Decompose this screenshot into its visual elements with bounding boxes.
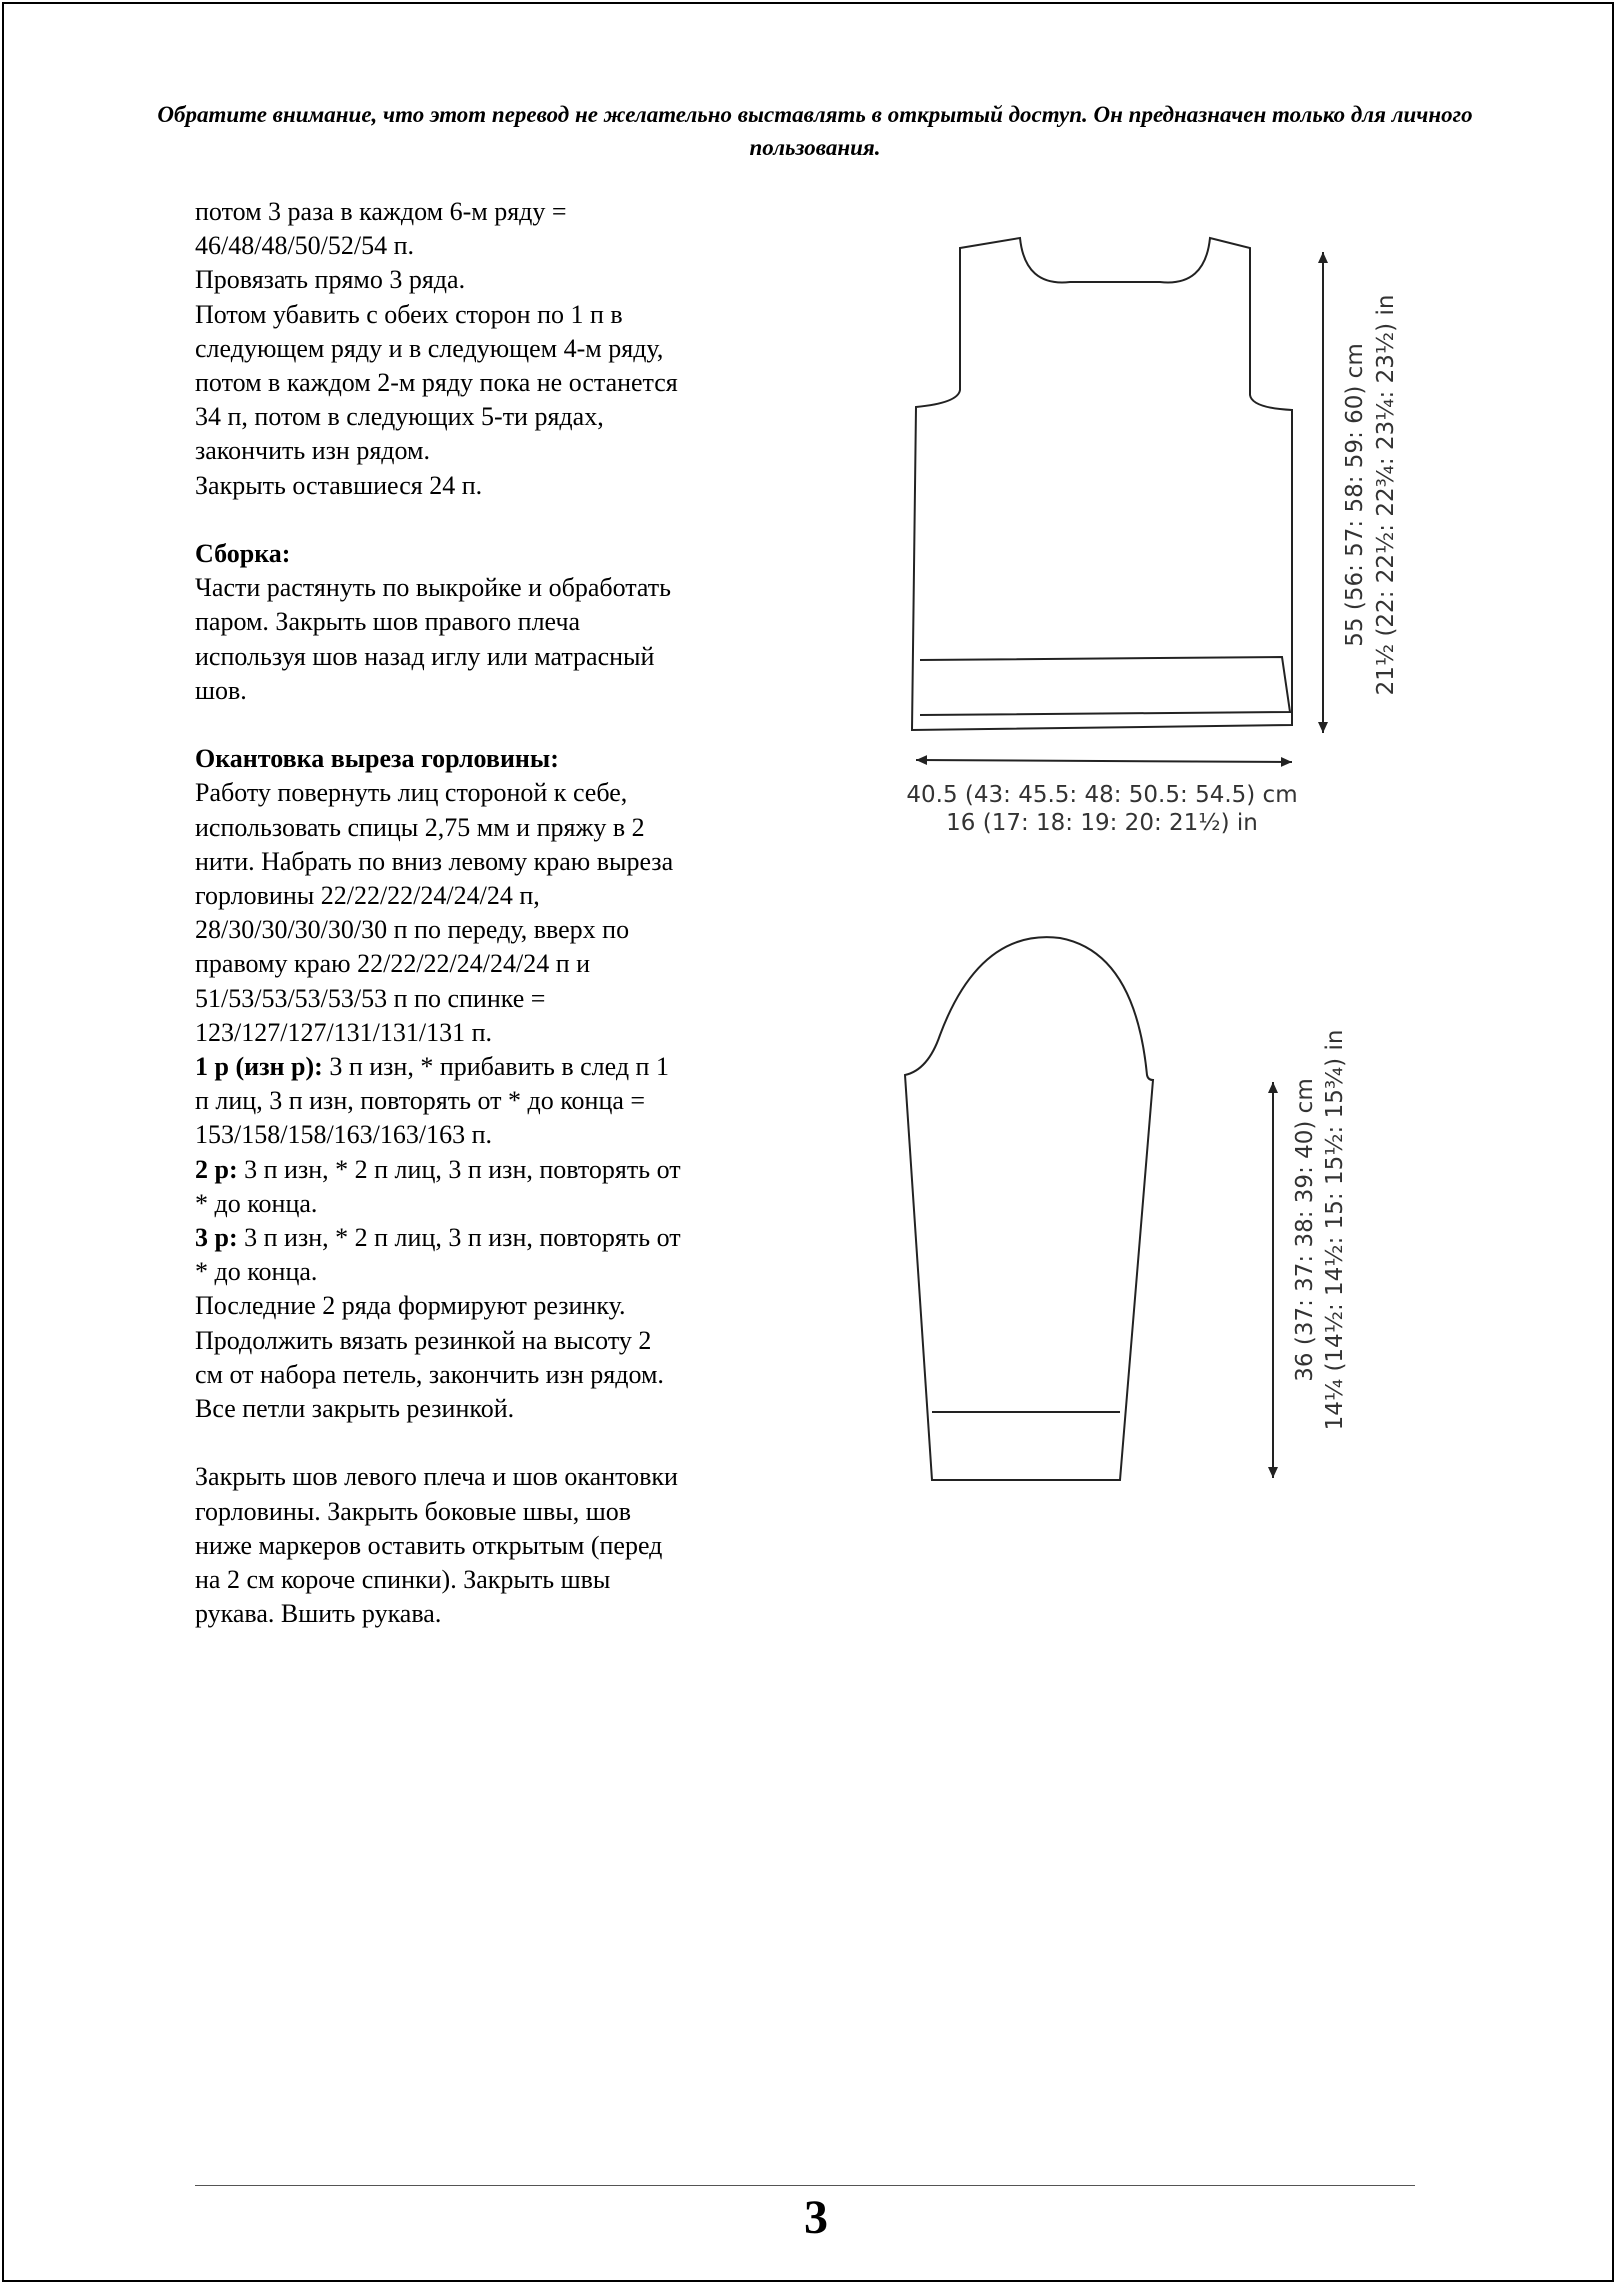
body-width-cm: 40.5 (43: 45.5: 48: 50.5: 54.5) cm (906, 782, 1298, 808)
body-length-in: 21½ (22: 22½: 22¾: 23¼: 23½) in (1373, 294, 1399, 696)
text-line: используя шов назад иглу или матрасный (195, 641, 655, 671)
text-line: следующем ряду и в следующем 4-м ряду, (195, 333, 664, 363)
body-width-arrow (916, 760, 1292, 762)
text-line: использовать спицы 2,75 мм и пряжу в 2 (195, 812, 645, 842)
text-line: 51/53/53/53/53/53 п по спинке = (195, 983, 546, 1013)
text-line: горловины. Закрыть боковые швы, шов (195, 1496, 631, 1526)
text-line: Провязать прямо 3 ряда. (195, 265, 466, 295)
body-length-cm: 55 (56: 57: 58: 59: 60) cm (1342, 343, 1368, 647)
sleeve-length-cm: 36 (37: 37: 38: 39: 40) cm (1292, 1078, 1318, 1382)
translation-notice: Обратите внимание, что этот перевод не желательно выставлять в открытый доступ. Он предназначен только для личного пользования. (157, 102, 1473, 160)
text-line: * до конца. (195, 1188, 318, 1218)
text-line: 153/158/158/163/163/163 п. (195, 1120, 493, 1150)
row-3-instruction: 3 р: 3 п изн, * 2 п лиц, 3 п изн, повторять от (195, 1223, 681, 1253)
body-schematic (880, 225, 1420, 845)
sleeve-schematic (880, 930, 1390, 1550)
text-line: потом в каждом 2-м ряду пока не останется (195, 368, 678, 398)
text-line: закончить изн рядом. (195, 436, 430, 466)
text-line: Закрыть шов левого плеча и шов окантовки (195, 1462, 678, 1492)
text-line: 46/48/48/50/52/54 п. (195, 231, 415, 261)
body-width-in: 16 (17: 18: 19: 20: 21½) in (946, 810, 1258, 836)
row-3-label: 3 р: (195, 1223, 238, 1253)
sleeve-outline (905, 937, 1153, 1480)
text-line: 28/30/30/30/30/30 п по переду, вверх по (195, 915, 630, 945)
text-line: рукава. Вшить рукава. (195, 1599, 442, 1629)
instructions-text (195, 195, 785, 1631)
text-line: Последние 2 ряда формируют резинку. (195, 1291, 626, 1321)
text-line: на 2 см короче спинки). Закрыть швы (195, 1565, 611, 1595)
text-line: п лиц, 3 п изн, повторять от * до конца = (195, 1086, 646, 1116)
text-line: Потом убавить с обеих сторон по 1 п в (195, 299, 623, 329)
page-number: 3 (804, 2191, 828, 2244)
row-1-instruction: 1 р (изн р): 3 п изн, * прибавить в след п 1 (195, 1052, 669, 1082)
row-2-instruction: 2 р: 3 п изн, * 2 п лиц, 3 п изн, повторять от (195, 1154, 681, 1184)
text-line: Работу повернуть лиц стороной к себе, (195, 778, 628, 808)
assembly-heading: Сборка: (195, 539, 291, 569)
text-line: Закрыть оставшиеся 24 п. (195, 470, 483, 500)
body-outline (912, 238, 1292, 730)
sleeve-length-in: 14¼ (14½: 14½: 15: 15½: 15¾) in (1322, 1029, 1348, 1431)
text-line: ниже маркеров оставить открытым (перед (195, 1530, 663, 1560)
text-line: нити. Набрать по вниз левому краю выреза (195, 846, 674, 876)
text-line: 34 п, потом в следующих 5-ти рядах, (195, 402, 604, 432)
row-2-label: 2 р: (195, 1154, 238, 1184)
row-1-label: 1 р (изн р): (195, 1052, 323, 1082)
text-line: горловины 22/22/22/24/24/24 п, (195, 881, 540, 911)
text-line: паром. Закрыть шов правого плеча (195, 607, 581, 637)
neckband-heading: Окантовка выреза горловины: (195, 744, 559, 774)
text-line: правому краю 22/22/22/24/24/24 п и (195, 949, 591, 979)
text-line: Продолжить вязать резинкой на высоту 2 (195, 1325, 652, 1355)
text-line: шов. (195, 675, 247, 705)
text-line: * до конца. (195, 1257, 318, 1287)
text-line: Части растянуть по выкройке и обработать (195, 573, 672, 603)
text-line: потом 3 раза в каждом 6-м ряду = (195, 197, 567, 226)
text-line: см от набора петель, закончить изн рядом. (195, 1359, 664, 1389)
text-line: 123/127/127/131/131/131 п. (195, 1017, 493, 1047)
text-line: Все петли закрыть резинкой. (195, 1394, 515, 1424)
